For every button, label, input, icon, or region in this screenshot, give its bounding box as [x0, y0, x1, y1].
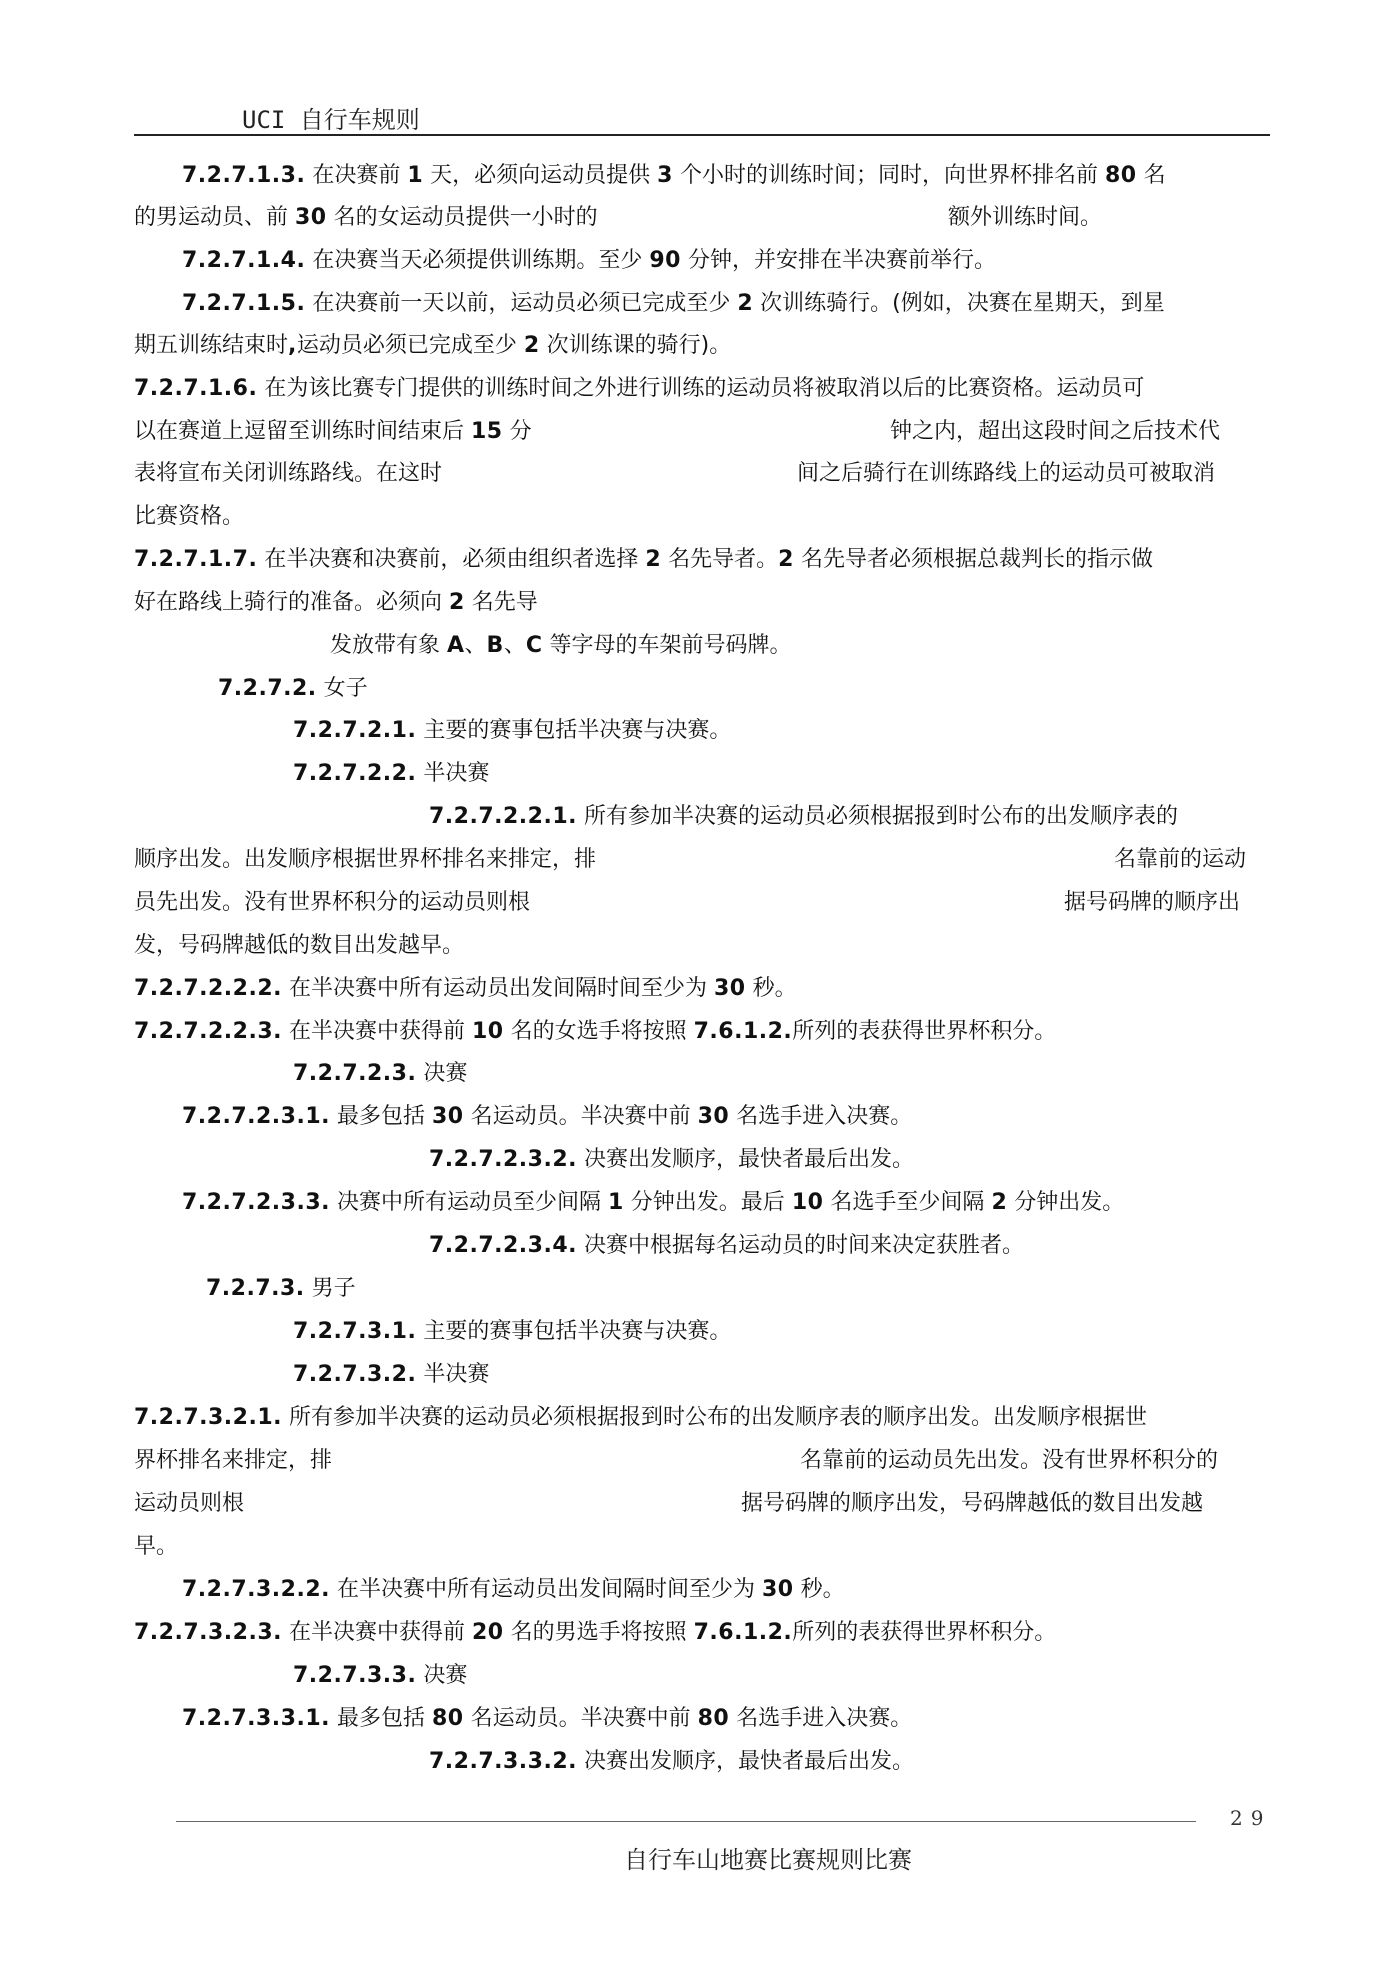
text-run: 名靠前的运动员先出发。没有世界杯积分的: [800, 1448, 1219, 1473]
text-line: [182, 1102, 912, 1132]
text-run: 次训练课的骑行)。: [539, 333, 732, 358]
bold-text: 7.2.7.2.1.: [293, 718, 417, 743]
text-run: 男子: [304, 1276, 356, 1301]
bold-text: 7.2.7.2.3.2.: [429, 1147, 577, 1172]
bold-text: 2: [449, 590, 465, 615]
text-run: 半决赛: [416, 761, 490, 786]
text-line: [890, 417, 1220, 447]
text-line: [134, 203, 598, 233]
text-run: 好在路线上骑行的准备。必须向: [134, 590, 449, 615]
text-run: 在半决赛中所有运动员出发间隔时间至少为: [330, 1577, 762, 1602]
text-run: 决赛: [416, 1061, 468, 1086]
text-run: 最多包括: [330, 1104, 432, 1129]
bold-text: 80: [432, 1706, 464, 1731]
text-line: [293, 759, 489, 789]
text-run: 个小时的训练时间；同时，向世界杯排名前: [672, 163, 1105, 188]
text-run: 天，必须向运动员提供: [423, 163, 658, 188]
text-line: [206, 1274, 356, 1304]
bold-text: 7.2.7.2.: [218, 676, 317, 701]
text-run: 在决赛前: [305, 163, 408, 188]
text-line: [429, 1145, 914, 1175]
text-line: [134, 331, 731, 361]
text-line: [134, 417, 532, 447]
text-run: 主要的赛事包括半决赛与决赛。: [416, 718, 732, 743]
text-run: 早。: [134, 1534, 179, 1559]
bold-text: 7.6.1.2.: [693, 1620, 793, 1645]
text-line: [182, 161, 1166, 191]
text-run: 主要的赛事包括半决赛与决赛。: [416, 1319, 732, 1344]
text-run: 分钟，并安排在半决赛前举行。: [680, 248, 996, 273]
text-run: 在决赛前一天以前，运动员必须已完成至少: [305, 291, 738, 316]
text-run: 决赛中根据每名运动员的时间来决定获胜者。: [577, 1233, 1024, 1258]
text-run: 名先导: [464, 590, 538, 615]
text-run: 半决赛: [416, 1362, 490, 1387]
bold-text: 30: [432, 1104, 464, 1129]
bold-text: 2: [645, 547, 662, 572]
bold-text: 80: [697, 1706, 730, 1731]
bold-text: 7.2.7.1.3.: [182, 163, 306, 188]
text-line: [134, 545, 1153, 575]
bold-text: 7.2.7.3.2.: [293, 1362, 417, 1387]
text-run: 名的男选手将按照: [503, 1620, 694, 1645]
text-run: 名选手至少间隔: [823, 1190, 992, 1215]
text-line: [134, 502, 244, 532]
text-run: 在决赛当天必须提供训练期。至少: [305, 248, 650, 273]
text-line: [134, 1403, 1147, 1433]
bold-text: 10: [472, 1019, 504, 1044]
text-run: 界杯排名来排定，排: [134, 1448, 333, 1473]
text-line: [741, 1489, 1203, 1519]
text-run: 、: [503, 633, 526, 658]
text-run: 所有参加半决赛的运动员必须根据报到时公布的出发顺序表的: [577, 804, 1178, 829]
bold-text: B: [486, 633, 504, 658]
bold-text: 7.2.7.2.3.3.: [182, 1190, 330, 1215]
text-run: 额外训练时间。: [948, 205, 1103, 230]
text-line: [293, 716, 731, 746]
text-run: 发，号码牌越低的数目出发越早。: [134, 933, 465, 958]
bold-text: 7.2.7.2.2.1.: [429, 804, 577, 829]
text-run: 在半决赛中所有运动员出发间隔时间至少为: [282, 976, 714, 1001]
text-line: [429, 1747, 914, 1777]
text-line: [293, 1661, 467, 1691]
text-run: 钟之内，超出这段时间之后技术代: [890, 419, 1221, 444]
text-line: [134, 588, 538, 618]
bold-text: 20: [472, 1620, 504, 1645]
text-run: 名的女运动员提供一小时的: [326, 205, 598, 230]
text-run: 次训练骑行。(例如，决赛在星期天，到星: [753, 291, 1165, 316]
text-line: [134, 931, 464, 961]
text-line: [182, 289, 1165, 319]
running-footer-title: 自行车山地赛比赛规则比赛: [624, 1846, 912, 1874]
text-line: [429, 802, 1178, 832]
bold-text: 7.2.7.3.3.1.: [182, 1706, 330, 1731]
text-run: 发放带有象: [330, 633, 447, 658]
bold-text: 7.2.7.1.7.: [134, 547, 258, 572]
bold-text: C: [525, 633, 543, 658]
footer-divider: [176, 1821, 1196, 1822]
text-run: 据号码牌的顺序出发，号码牌越低的数目出发越: [741, 1491, 1204, 1516]
text-run: 秒。: [745, 976, 797, 1001]
text-line: [134, 459, 442, 489]
text-line: [182, 1188, 1124, 1218]
text-line: [182, 1704, 912, 1734]
text-run: 表将宣布关闭训练路线。在这时: [134, 461, 443, 486]
bold-text: 3: [657, 163, 673, 188]
text-line: [330, 631, 792, 661]
text-line: [134, 1532, 178, 1562]
bold-text: 2: [991, 1190, 1008, 1215]
bold-text: 7.2.7.3.: [206, 1276, 305, 1301]
text-run: 的男运动员、前: [134, 205, 295, 230]
bold-text: 7.2.7.3.2.3.: [134, 1620, 282, 1645]
bold-text: 2: [523, 333, 540, 358]
text-run: 等字母的车架前号码牌。: [542, 633, 792, 658]
bold-text: ,: [288, 333, 297, 358]
text-run: 分: [502, 419, 532, 444]
bold-text: 7.2.7.2.2.3.: [134, 1019, 282, 1044]
text-run: 分钟出发。: [1007, 1190, 1125, 1215]
text-run: 以在赛道上逗留至训练时间结束后: [134, 419, 471, 444]
text-run: 运动员则根: [134, 1491, 245, 1516]
text-line: [293, 1059, 467, 1089]
text-line: [134, 845, 596, 875]
text-run: 所列的表获得世界杯积分。: [792, 1019, 1057, 1044]
running-header-title: UCI 自行车规则: [242, 106, 420, 134]
text-run: 名的女选手将按照: [503, 1019, 694, 1044]
bold-text: 7.2.7.2.2.2.: [134, 976, 282, 1001]
bold-text: 7.2.7.3.3.2.: [429, 1749, 577, 1774]
text-line: [134, 974, 797, 1004]
text-run: 名先导者。: [661, 547, 779, 572]
text-run: 员先出发。没有世界杯积分的运动员则根: [134, 890, 531, 915]
text-line: [1064, 888, 1240, 918]
text-run: 分钟出发。最后: [623, 1190, 792, 1215]
bold-text: 90: [649, 248, 681, 273]
bold-text: 30: [714, 976, 746, 1001]
text-run: 在半决赛和决赛前，必须由组织者选择: [257, 547, 646, 572]
text-line: [800, 1446, 1218, 1476]
bold-text: 7.2.7.1.6.: [134, 376, 258, 401]
bold-text: 7.2.7.2.3.: [293, 1061, 417, 1086]
bold-text: 7.2.7.3.1.: [293, 1319, 417, 1344]
text-run: 所列的表获得世界杯积分。: [792, 1620, 1057, 1645]
text-run: 名靠前的运动: [1114, 847, 1247, 872]
text-run: 名: [1136, 163, 1166, 188]
text-run: 、: [464, 633, 487, 658]
text-run: 名选手进入决赛。: [729, 1104, 913, 1129]
text-run: 女子: [316, 676, 368, 701]
bold-text: A: [447, 633, 465, 658]
text-line: [218, 674, 368, 704]
text-run: 期五训练结束时: [134, 333, 289, 358]
bold-text: 7.2.7.2.3.4.: [429, 1233, 577, 1258]
bold-text: 15: [471, 419, 503, 444]
bold-text: 30: [295, 205, 327, 230]
text-run: 决赛出发顺序，最快者最后出发。: [577, 1147, 914, 1172]
bold-text: 7.2.7.2.3.1.: [182, 1104, 330, 1129]
bold-text: 7.2.7.2.2.: [293, 761, 417, 786]
bold-text: 30: [697, 1104, 730, 1129]
bold-text: 30: [762, 1577, 794, 1602]
text-line: [134, 1489, 244, 1519]
bold-text: 7.2.7.1.5.: [182, 291, 306, 316]
text-line: [182, 246, 996, 276]
bold-text: 2: [778, 547, 794, 572]
text-run: 运动员必须已完成至少: [296, 333, 524, 358]
text-line: [293, 1317, 731, 1347]
text-line: [948, 203, 1102, 233]
bold-text: 7.2.7.3.2.2.: [182, 1577, 330, 1602]
bold-text: 7.2.7.3.3.: [293, 1663, 417, 1688]
text-line: [134, 888, 530, 918]
text-line: [293, 1360, 489, 1390]
text-run: 决赛中所有运动员至少间隔: [330, 1190, 608, 1215]
text-line: [1114, 845, 1246, 875]
page-number: 29: [1230, 1806, 1272, 1830]
bold-text: 1: [608, 1190, 624, 1215]
text-run: 名运动员。半决赛中前: [463, 1706, 698, 1731]
text-run: 比赛资格。: [134, 504, 245, 529]
text-run: 在半决赛中获得前: [282, 1620, 472, 1645]
text-run: 在为该比赛专门提供的训练时间之外进行训练的运动员将被取消以后的比赛资格。运动员可: [257, 376, 1145, 401]
bold-text: 7.2.7.3.2.1.: [134, 1405, 282, 1430]
text-run: 秒。: [793, 1577, 845, 1602]
text-run: 决赛: [416, 1663, 468, 1688]
text-run: 在半决赛中获得前: [282, 1019, 472, 1044]
text-run: 名运动员。半决赛中前: [463, 1104, 698, 1129]
text-run: 所有参加半决赛的运动员必须根据报到时公布的出发顺序表的顺序出发。出发顺序根据世: [282, 1405, 1147, 1430]
text-line: [797, 459, 1215, 489]
bold-text: 10: [791, 1190, 824, 1215]
text-line: [134, 1618, 1056, 1648]
text-run: 顺序出发。出发顺序根据世界杯排名来排定，排: [134, 847, 597, 872]
text-line: [134, 1446, 332, 1476]
text-run: 据号码牌的顺序出: [1064, 890, 1241, 915]
text-run: 最多包括: [330, 1706, 432, 1731]
text-line: [134, 374, 1144, 404]
bold-text: 1: [407, 163, 424, 188]
bold-text: 7.6.1.2.: [693, 1019, 793, 1044]
bold-text: 7.2.7.1.4.: [182, 248, 306, 273]
text-run: 决赛出发顺序，最快者最后出发。: [577, 1749, 914, 1774]
text-run: 名选手进入决赛。: [729, 1706, 913, 1731]
text-run: 名先导者必须根据总裁判长的指示做: [793, 547, 1153, 572]
text-line: [182, 1575, 845, 1605]
bold-text: 80: [1104, 163, 1137, 188]
text-line: [429, 1231, 1024, 1261]
bold-text: 2: [737, 291, 754, 316]
text-line: [134, 1017, 1056, 1047]
text-run: 间之后骑行在训练路线上的运动员可被取消: [797, 461, 1216, 486]
